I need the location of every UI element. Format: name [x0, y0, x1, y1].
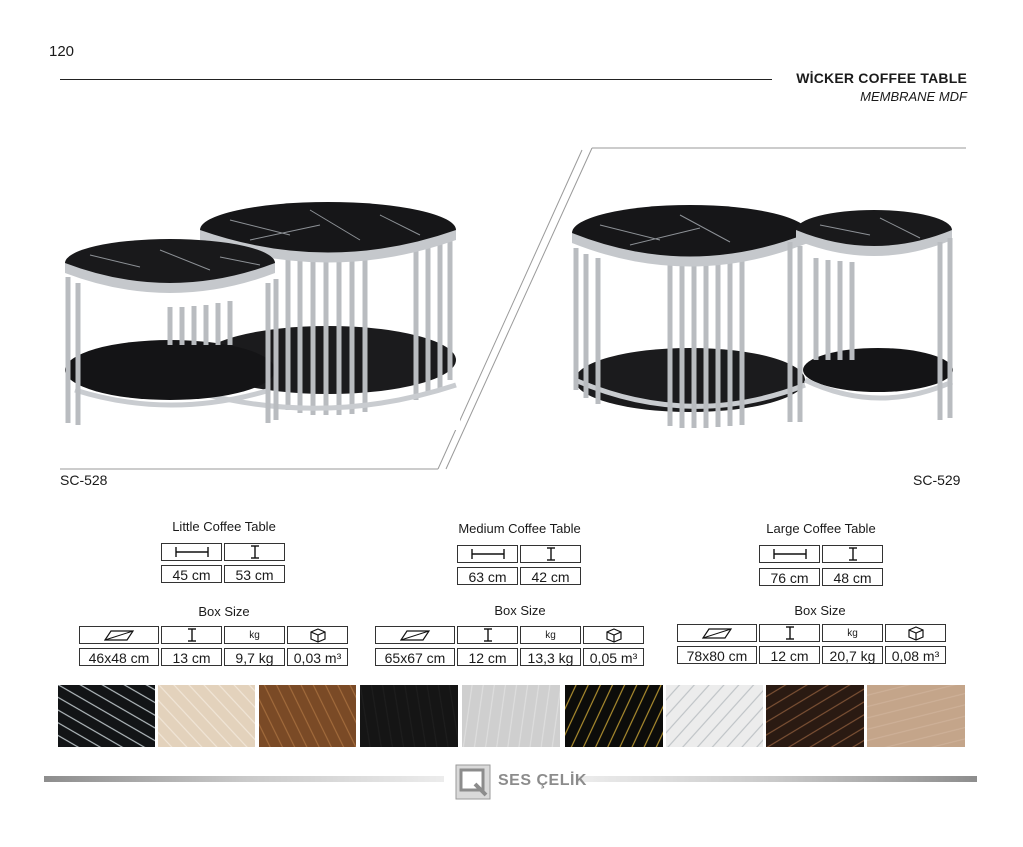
size-width-medium: 63 cm [457, 567, 518, 585]
size-title-medium: Medium Coffee Table [458, 521, 581, 536]
box-dims-little: 46x48 cm [79, 648, 159, 666]
width-icon [759, 545, 820, 563]
size-height-medium: 42 cm [520, 567, 581, 585]
box-height-little: 13 cm [161, 648, 222, 666]
height-icon [822, 545, 883, 563]
box-height-icon [457, 626, 518, 644]
box-weight-medium: 13,3 kg [520, 648, 581, 666]
product-image-sc-529 [570, 200, 965, 432]
box-height-icon [161, 626, 222, 644]
material-swatch [867, 685, 965, 747]
box-package-icon [287, 626, 348, 644]
material-swatch [565, 685, 663, 747]
size-width-large: 76 cm [759, 568, 820, 586]
size-title-large: Large Coffee Table [766, 521, 876, 536]
material-swatch [259, 685, 356, 747]
box-volume-medium: 0,05 m³ [583, 648, 644, 666]
product-code-right: SC-529 [913, 472, 961, 488]
box-height-medium: 12 cm [457, 648, 518, 666]
footer-bar-right [578, 776, 977, 782]
box-dims-icon [677, 624, 757, 642]
size-title-little: Little Coffee Table [172, 519, 276, 534]
material-swatch [360, 685, 458, 747]
material-swatch [58, 685, 155, 747]
page-title: WİCKER COFFEE TABLE [796, 70, 967, 86]
box-volume-little: 0,03 m³ [287, 648, 348, 666]
material-swatch [158, 685, 255, 747]
box-dims-large: 78x80 cm [677, 646, 757, 664]
size-width-little: 45 cm [161, 565, 222, 583]
height-icon [224, 543, 285, 561]
brand-logo-mark [455, 764, 491, 800]
page-subtitle: MEMBRANE MDF [860, 89, 967, 104]
box-title-medium: Box Size [494, 603, 546, 618]
width-icon [457, 545, 518, 563]
box-height-icon [759, 624, 820, 642]
box-weight-large: 20,7 kg [822, 646, 883, 664]
box-dims-icon [375, 626, 455, 644]
weight-label: kg [224, 626, 285, 644]
box-dims-icon [79, 626, 159, 644]
box-weight-little: 9,7 kg [224, 648, 285, 666]
size-height-little: 53 cm [224, 565, 285, 583]
product-code-left: SC-528 [60, 472, 108, 488]
product-image-sc-528 [60, 195, 460, 430]
size-height-large: 48 cm [822, 568, 883, 586]
box-dims-medium: 65x67 cm [375, 648, 455, 666]
height-icon [520, 545, 581, 563]
page-number: 120 [49, 43, 75, 60]
footer-bar-left [44, 776, 444, 782]
width-icon [161, 543, 222, 561]
box-package-icon [583, 626, 644, 644]
material-swatch [666, 685, 763, 747]
box-package-icon [885, 624, 946, 642]
box-height-large: 12 cm [759, 646, 820, 664]
box-volume-large: 0,08 m³ [885, 646, 946, 664]
weight-label: kg [822, 624, 883, 642]
box-title-large: Box Size [794, 603, 846, 618]
weight-label: kg [520, 626, 581, 644]
brand-name: SES ÇELİK [498, 772, 587, 789]
material-swatch [766, 685, 864, 747]
material-swatch [462, 685, 560, 747]
box-title-little: Box Size [198, 604, 250, 619]
